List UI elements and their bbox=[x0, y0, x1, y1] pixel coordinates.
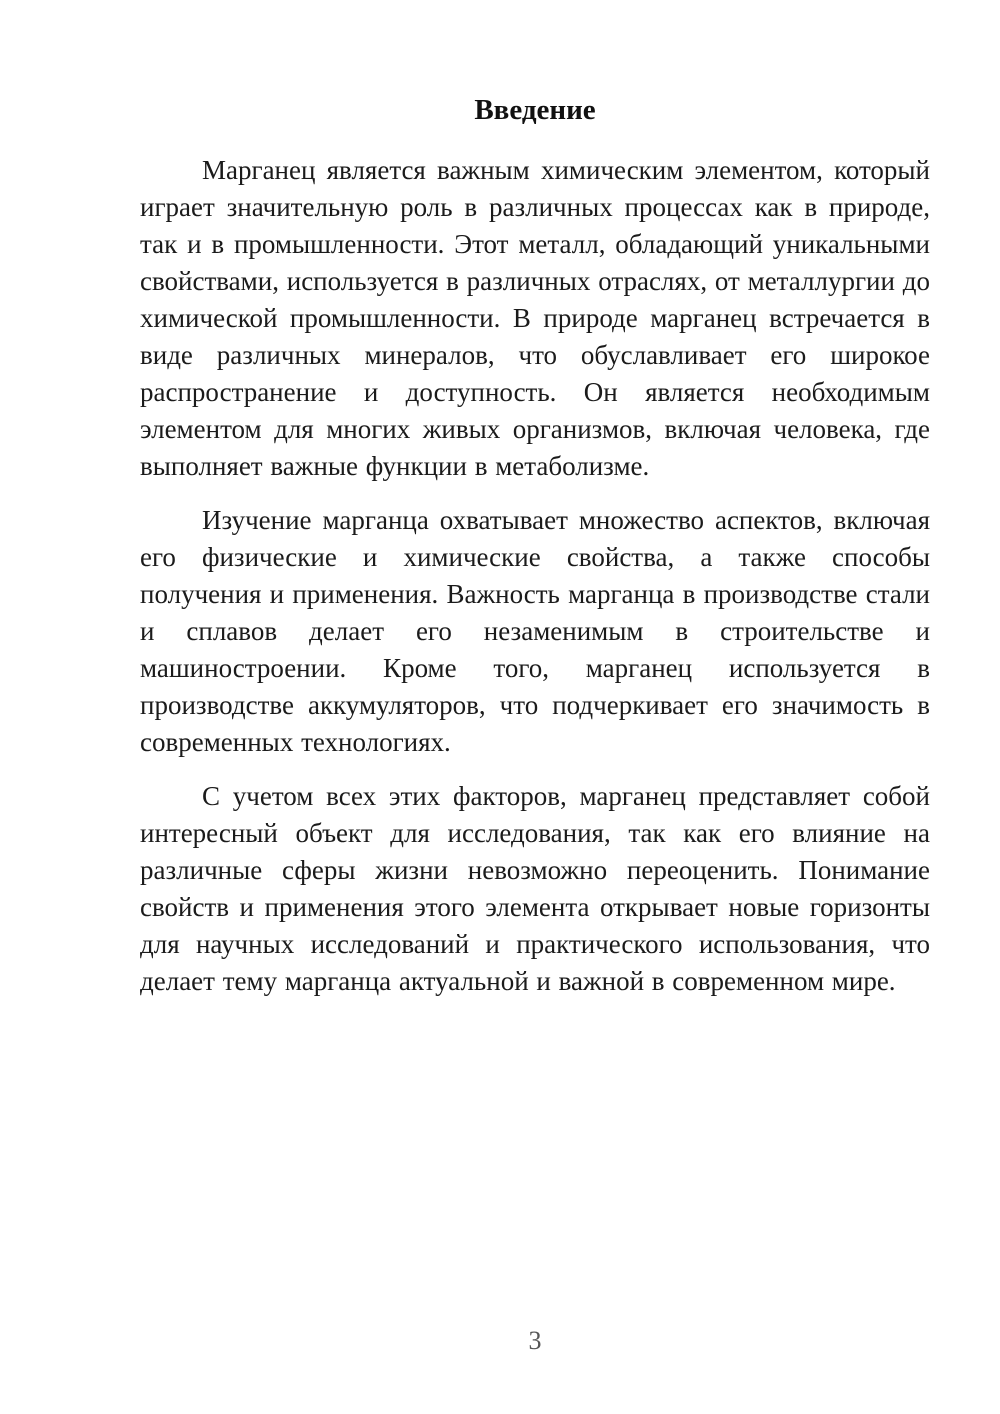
section-title: Введение bbox=[474, 94, 596, 126]
paragraph: Марганец является важным химическим элементом, который играет значительную роль в различных процессах как в природе, так и в промышленности. Этот металл, обладающий уникальными свойствами, используется в различных отраслях, от металлургии до химической промышленности. В природе марганец встречается в виде различных минералов, что обуславливает его широкое распространение и доступность. Он является необходимым элементом для многих живых организмов, включая человека, где выполняет важные функции в метаболизме. bbox=[140, 155, 930, 481]
page-number: 3 bbox=[528, 1326, 542, 1355]
paragraph: С учетом всех этих факторов, марганец представляет собой интересный объект для исследования, так как его влияние на различные сферы жизни невозможно переоценить. Понимание свойств и применения этого элемента открывает новые горизонты для научных исследований и практического использования, что делает тему марганца актуальной и важной в современном мире. bbox=[140, 781, 930, 996]
page-content bbox=[140, 94, 930, 1017]
paragraph: Изучение марганца охватывает множество аспектов, включая его физические и химические свойства, а также способы получения и применения. Важность марганца в производстве стали и сплавов делает его незаменимым в строительстве и машиностроении. Кроме того, марганец используется в производстве аккумуляторов, что подчеркивает его значимость в современных технологиях. bbox=[140, 505, 930, 757]
